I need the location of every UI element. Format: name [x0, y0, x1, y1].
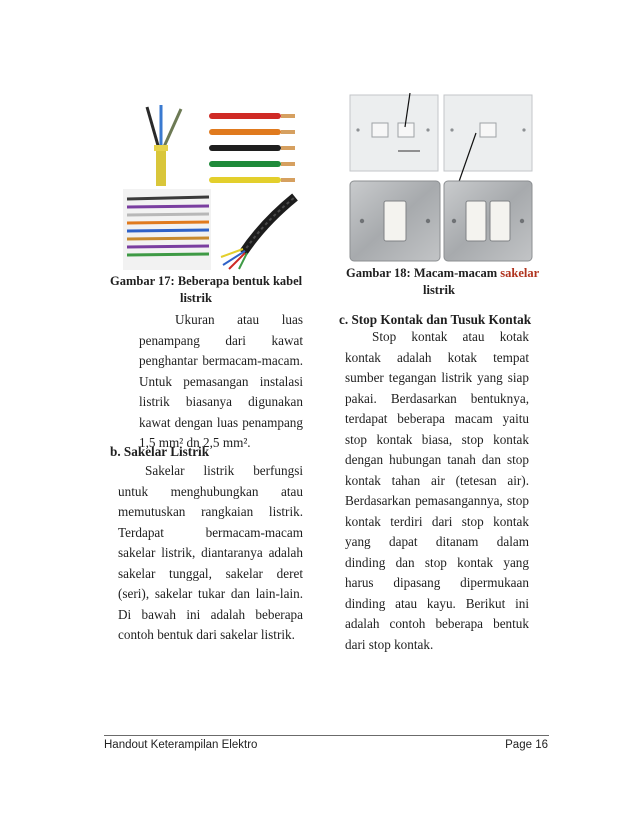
text-line: dengan hubungan tanah dan stop [345, 452, 529, 467]
steel-double-switch-plate [444, 181, 532, 261]
text-line: kontak tahan air (tetesan air). [345, 472, 529, 488]
text-line: stop kontak biasa, stop kontak [345, 431, 529, 447]
text-line: harus dipasang dipermukaan [345, 575, 529, 590]
section-b-heading: b. Sakelar Listrik [110, 444, 210, 459]
text-line: 1,5 mm² dn 2,5 mm². [139, 435, 251, 450]
figure-17-caption-line2: listrik [180, 291, 212, 305]
figure-17-cables-image [123, 103, 299, 270]
text-line: kawat dengan luas penampang [139, 414, 303, 430]
text-line: contoh bentuk dari sakelar listrik. [118, 627, 295, 642]
text-line: dinding atau kayu. Berikut ini [345, 595, 529, 611]
text-line: dinding dan stop kontak yang [345, 554, 529, 570]
figure-17-caption [110, 273, 310, 307]
section-b-paragraph [118, 461, 303, 646]
text-line: adalah contoh beberapa bentuk [345, 616, 529, 631]
figure-18-caption-prefix: Gambar 18: Macam-macam [346, 266, 501, 280]
text-line: kontak adalah kotak tempat [345, 349, 529, 365]
figure-18-caption-line2: listrik [423, 283, 455, 297]
text-line: pakai. Berdasarkan bentuknya, [345, 390, 529, 406]
text-line: sakelar tunggal, sakelar deret [118, 565, 303, 581]
footer-title: Handout Keterampilan Elektro [104, 739, 258, 751]
text-line: kontak terdiri dari stop kontak [345, 513, 529, 529]
text-line: Stop kontak atau kotak [372, 329, 529, 344]
figure-17-caption-line1: Gambar 17: Beberapa bentuk kabel [110, 274, 303, 288]
text-line: Ukuran atau luas [175, 312, 303, 327]
figure-18-switches-image [348, 93, 534, 263]
text-line: untuk menghubungkan atau [118, 483, 303, 499]
text-line: Berdasarkan pemasangannya, stop [345, 493, 529, 508]
figure-18-caption-highlight: sakelar [500, 266, 540, 280]
text-line: penampang dari kawat [139, 332, 303, 348]
text-line: Untuk pemasangan instalasi [139, 373, 303, 389]
text-line: listrik biasanya digunakan [139, 394, 303, 409]
text-line: sumber tegangan listrik yang siap [345, 370, 529, 385]
section-c-paragraph [345, 327, 529, 655]
text-line: (seri), sakelar tukar dan lain-lain. [118, 586, 303, 601]
figure-18-caption [346, 265, 546, 299]
footer-divider [104, 735, 549, 736]
text-line: memutuskan rangkaian listrik. [118, 504, 303, 519]
text-line: penghantar bermacam-macam. [139, 353, 303, 368]
text-line: Di bawah ini adalah beberapa [118, 606, 303, 622]
white-double-switch-plate [350, 93, 438, 171]
page-number: Page 16 [505, 739, 548, 751]
section-c-heading: c. Stop Kontak dan Tusuk Kontak [339, 312, 532, 327]
text-line: Terdapat bermacam-macam [118, 524, 303, 540]
text-line: yang dapat ditanam dalam [345, 534, 529, 549]
figure-18-caption-line1 [346, 265, 546, 282]
text-line: terdapat beberapa macam yaitu [345, 411, 529, 426]
left-intro-paragraph [139, 310, 303, 454]
text-line: Sakelar listrik berfungsi [145, 463, 303, 478]
text-line: dari stop kontak. [345, 636, 434, 652]
text-line: sakelar listrik, diantaranya adalah [118, 545, 303, 560]
steel-single-switch-plate [350, 181, 440, 261]
